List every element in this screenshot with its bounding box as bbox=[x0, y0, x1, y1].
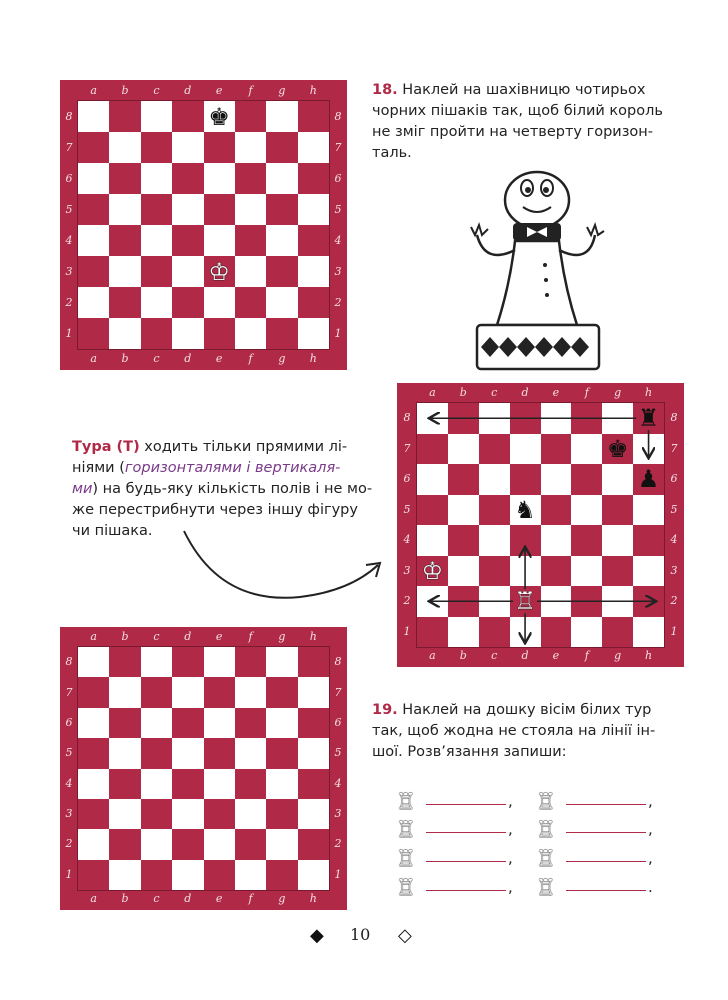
square-b3 bbox=[109, 256, 140, 287]
square-e8 bbox=[204, 647, 235, 677]
square-e4 bbox=[204, 769, 235, 799]
square-a6 bbox=[78, 163, 109, 194]
square-e1 bbox=[204, 860, 235, 890]
rank-label: 8 bbox=[65, 109, 73, 123]
square-d3 bbox=[172, 256, 203, 287]
square-d4 bbox=[172, 769, 203, 799]
rook-info-line: чи пішака. bbox=[72, 523, 153, 539]
rank-label: 6 bbox=[334, 715, 342, 729]
task-19-text bbox=[372, 700, 702, 763]
white-king-icon: ♔ bbox=[208, 257, 230, 286]
square-b6 bbox=[109, 163, 140, 194]
rank-label: 4 bbox=[334, 233, 342, 247]
square-b2 bbox=[109, 287, 140, 318]
answer-blank-line[interactable] bbox=[566, 861, 646, 862]
rank-label: 6 bbox=[403, 472, 411, 486]
rook-move-arrows bbox=[417, 403, 664, 647]
file-label: f bbox=[248, 351, 253, 365]
rook-info-line: ходить тільки прямими лі- bbox=[139, 439, 348, 455]
rank-label: 8 bbox=[670, 411, 678, 425]
square-b2 bbox=[109, 829, 140, 859]
rank-label: 3 bbox=[670, 563, 678, 577]
square-e2 bbox=[204, 287, 235, 318]
file-label: c bbox=[491, 386, 498, 399]
file-label: a bbox=[90, 83, 97, 97]
square-g2 bbox=[266, 829, 297, 859]
square-h7 bbox=[298, 677, 329, 707]
file-label: f bbox=[584, 649, 589, 662]
task-18-line: Наклей на шахівницю чотирьох bbox=[402, 82, 646, 98]
square-c5 bbox=[141, 194, 172, 225]
rank-label: 1 bbox=[334, 326, 342, 340]
square-e1 bbox=[204, 318, 235, 349]
file-label: h bbox=[645, 649, 653, 662]
chessboard-2 bbox=[397, 383, 684, 667]
file-label: e bbox=[215, 892, 223, 905]
file-label: d bbox=[184, 630, 192, 643]
file-label: b bbox=[121, 892, 129, 905]
square-a5 bbox=[78, 738, 109, 768]
file-label: f bbox=[584, 386, 589, 399]
square-e6 bbox=[204, 708, 235, 738]
square-b6 bbox=[109, 708, 140, 738]
square-c2 bbox=[141, 829, 172, 859]
rank-label: 4 bbox=[334, 776, 342, 790]
square-a8 bbox=[78, 647, 109, 677]
file-label: e bbox=[215, 630, 223, 643]
file-label: c bbox=[153, 892, 160, 905]
square-b4 bbox=[109, 769, 140, 799]
square-h2 bbox=[298, 829, 329, 859]
white-rook-icon: ♖ bbox=[396, 847, 416, 872]
square-c7 bbox=[141, 677, 172, 707]
task-18-line: таль. bbox=[372, 145, 412, 161]
square-b7 bbox=[109, 677, 140, 707]
square-c3 bbox=[141, 799, 172, 829]
square-f7 bbox=[235, 677, 266, 707]
square-a6 bbox=[78, 708, 109, 738]
square-f5 bbox=[235, 738, 266, 768]
file-label: b bbox=[121, 630, 129, 643]
answer-item bbox=[536, 847, 666, 875]
square-f8 bbox=[235, 647, 266, 677]
rank-label: 8 bbox=[334, 655, 342, 669]
square-h3 bbox=[298, 799, 329, 829]
task-19-number: 19. bbox=[372, 702, 398, 718]
file-label: h bbox=[309, 83, 317, 97]
square-e3 bbox=[204, 799, 235, 829]
rank-label: 6 bbox=[65, 171, 73, 185]
task-18-number: 18. bbox=[372, 82, 398, 98]
file-label: d bbox=[521, 386, 529, 399]
task-19-line: шої. Розв’язання запиши: bbox=[372, 744, 567, 760]
answer-comma: , bbox=[508, 878, 513, 896]
file-label: g bbox=[614, 386, 622, 399]
file-label: h bbox=[309, 630, 317, 643]
rank-label: 4 bbox=[403, 533, 411, 547]
rank-label: 5 bbox=[334, 202, 342, 216]
rank-label: 6 bbox=[670, 472, 678, 486]
square-g1 bbox=[266, 318, 297, 349]
square-a4 bbox=[78, 769, 109, 799]
square-h6 bbox=[298, 163, 329, 194]
file-label: h bbox=[309, 892, 317, 905]
rank-label: 2 bbox=[334, 295, 342, 309]
black-knight-icon: ♞ bbox=[514, 495, 536, 524]
black-king-icon: ♚ bbox=[606, 434, 629, 463]
white-rook-icon: ♖ bbox=[536, 847, 556, 872]
rank-label: 5 bbox=[334, 746, 342, 760]
rook-info-line: ніями ( bbox=[72, 460, 125, 476]
rank-label: 6 bbox=[334, 171, 342, 185]
rank-label: 1 bbox=[334, 867, 342, 881]
rank-label: 3 bbox=[334, 807, 342, 821]
square-d7 bbox=[172, 132, 203, 163]
answer-item bbox=[536, 790, 666, 818]
square-c1 bbox=[141, 318, 172, 349]
black-pawn-icon: ♟ bbox=[637, 465, 660, 494]
task-18-text bbox=[372, 80, 702, 164]
square-e7 bbox=[204, 132, 235, 163]
square-g6 bbox=[266, 163, 297, 194]
square-f6 bbox=[235, 708, 266, 738]
answer-item bbox=[396, 847, 526, 875]
square-d1 bbox=[172, 318, 203, 349]
square-h1 bbox=[298, 318, 329, 349]
square-d6 bbox=[172, 708, 203, 738]
rank-label: 7 bbox=[65, 685, 73, 699]
square-b3 bbox=[109, 799, 140, 829]
square-f7 bbox=[235, 132, 266, 163]
answer-item bbox=[396, 818, 526, 846]
square-h8 bbox=[298, 101, 329, 132]
file-label: g bbox=[614, 649, 622, 662]
square-e3 bbox=[204, 256, 235, 287]
file-label: f bbox=[248, 892, 253, 905]
rank-label: 5 bbox=[403, 502, 411, 516]
answer-blank-line[interactable] bbox=[426, 804, 506, 805]
square-a7 bbox=[78, 132, 109, 163]
curved-arrow-icon bbox=[180, 525, 390, 615]
rank-label: 7 bbox=[670, 441, 678, 455]
white-rook-icon: ♖ bbox=[396, 818, 416, 843]
rank-label: 2 bbox=[65, 837, 73, 851]
square-f4 bbox=[235, 769, 266, 799]
square-a5 bbox=[78, 194, 109, 225]
square-a1 bbox=[78, 860, 109, 890]
task-18-line: не зміг пройти на четверту горизон- bbox=[372, 124, 654, 140]
rank-label: 8 bbox=[403, 411, 411, 425]
square-c5 bbox=[141, 738, 172, 768]
white-rook-icon: ♖ bbox=[536, 790, 556, 815]
square-d3 bbox=[172, 799, 203, 829]
square-a3 bbox=[78, 256, 109, 287]
file-label: h bbox=[645, 386, 653, 399]
square-f3 bbox=[235, 799, 266, 829]
square-g3 bbox=[266, 256, 297, 287]
square-d1 bbox=[172, 860, 203, 890]
square-d5 bbox=[172, 194, 203, 225]
square-b5 bbox=[109, 738, 140, 768]
task-19-line: так, щоб жодна не стояла на лінії ін- bbox=[372, 723, 656, 739]
square-e8 bbox=[204, 101, 235, 132]
square-h6 bbox=[298, 708, 329, 738]
rank-label: 8 bbox=[65, 655, 73, 669]
board-grid bbox=[78, 647, 329, 890]
square-a2 bbox=[78, 287, 109, 318]
square-g5 bbox=[266, 738, 297, 768]
file-label: c bbox=[153, 83, 160, 97]
rank-label: 1 bbox=[65, 326, 73, 340]
square-a8 bbox=[78, 101, 109, 132]
square-f2 bbox=[235, 287, 266, 318]
square-d2 bbox=[172, 829, 203, 859]
answer-comma: , bbox=[508, 792, 513, 810]
file-label: a bbox=[429, 649, 436, 662]
square-c7 bbox=[141, 132, 172, 163]
file-label: b bbox=[459, 386, 467, 399]
answer-item bbox=[536, 876, 666, 904]
rank-label: 3 bbox=[65, 264, 73, 278]
answer-comma: , bbox=[648, 849, 653, 867]
square-a1 bbox=[78, 318, 109, 349]
square-f8 bbox=[235, 101, 266, 132]
rank-label: 5 bbox=[65, 746, 73, 760]
file-label: e bbox=[215, 351, 223, 365]
chessboard-1 bbox=[60, 80, 347, 370]
square-g4 bbox=[266, 769, 297, 799]
answer-blank-line[interactable] bbox=[566, 832, 646, 833]
rook-title: Тура (Т) bbox=[72, 439, 140, 455]
square-b8 bbox=[109, 101, 140, 132]
rank-label: 5 bbox=[65, 202, 73, 216]
rank-label: 4 bbox=[65, 776, 73, 790]
rank-label: 7 bbox=[403, 441, 411, 455]
task-18-line: чорних пішаків так, щоб білий король bbox=[372, 103, 663, 119]
rank-label: 8 bbox=[334, 109, 342, 123]
square-f3 bbox=[235, 256, 266, 287]
pawn-mascot-illustration bbox=[455, 165, 620, 375]
rank-label: 7 bbox=[334, 685, 342, 699]
rook-info-line: ) на будь-яку кількість полів і не мо- bbox=[92, 481, 373, 497]
square-c8 bbox=[141, 647, 172, 677]
white-rook-icon: ♖ bbox=[536, 818, 556, 843]
square-f5 bbox=[235, 194, 266, 225]
square-c4 bbox=[141, 225, 172, 256]
square-g4 bbox=[266, 225, 297, 256]
file-label: f bbox=[248, 630, 253, 643]
rank-label: 3 bbox=[334, 264, 342, 278]
rank-label: 2 bbox=[403, 594, 411, 608]
rank-label: 2 bbox=[670, 594, 678, 608]
square-f1 bbox=[235, 318, 266, 349]
square-h5 bbox=[298, 194, 329, 225]
rank-label: 1 bbox=[403, 624, 411, 638]
square-e5 bbox=[204, 194, 235, 225]
square-e7 bbox=[204, 677, 235, 707]
square-g7 bbox=[266, 677, 297, 707]
answer-blank-line[interactable] bbox=[426, 861, 506, 862]
square-b8 bbox=[109, 647, 140, 677]
square-f1 bbox=[235, 860, 266, 890]
square-a7 bbox=[78, 677, 109, 707]
file-label: a bbox=[429, 386, 436, 399]
answer-blank-line[interactable] bbox=[426, 832, 506, 833]
square-a2 bbox=[78, 829, 109, 859]
rook-info-emphasis: горизонталями і вертикаля- bbox=[124, 460, 341, 476]
answer-period: . bbox=[648, 878, 653, 896]
rank-label: 7 bbox=[334, 140, 342, 154]
white-rook-icon: ♖ bbox=[396, 790, 416, 815]
square-c6 bbox=[141, 708, 172, 738]
square-h1 bbox=[298, 860, 329, 890]
page-number: 10 bbox=[350, 925, 371, 944]
file-label: a bbox=[90, 630, 97, 643]
file-label: g bbox=[278, 83, 286, 97]
file-label: c bbox=[491, 649, 498, 662]
task-19-line: Наклей на дошку вісім білих тур bbox=[402, 702, 652, 718]
file-label: d bbox=[184, 351, 192, 365]
answer-comma: , bbox=[648, 820, 653, 838]
square-b7 bbox=[109, 132, 140, 163]
square-e6 bbox=[204, 163, 235, 194]
rank-label: 4 bbox=[670, 533, 678, 547]
file-label: b bbox=[121, 351, 129, 365]
file-label: c bbox=[153, 630, 160, 643]
answer-blank-line[interactable] bbox=[566, 804, 646, 805]
rank-label: 2 bbox=[334, 837, 342, 851]
square-h4 bbox=[298, 225, 329, 256]
square-h7 bbox=[298, 132, 329, 163]
answer-comma: , bbox=[508, 849, 513, 867]
square-c4 bbox=[141, 769, 172, 799]
square-d8 bbox=[172, 647, 203, 677]
square-f6 bbox=[235, 163, 266, 194]
footer-left-diamond-icon: ◆ bbox=[310, 925, 324, 946]
rank-label: 1 bbox=[670, 624, 678, 638]
square-h2 bbox=[298, 287, 329, 318]
footer-right-diamond-icon: ◇ bbox=[398, 925, 412, 946]
square-h8 bbox=[298, 647, 329, 677]
rank-label: 7 bbox=[65, 140, 73, 154]
square-g8 bbox=[266, 647, 297, 677]
square-a4 bbox=[78, 225, 109, 256]
square-h4 bbox=[298, 769, 329, 799]
rank-label: 2 bbox=[65, 295, 73, 309]
rank-label: 4 bbox=[65, 233, 73, 247]
answer-item bbox=[536, 818, 666, 846]
file-label: e bbox=[552, 649, 560, 662]
rank-label: 5 bbox=[670, 502, 678, 516]
file-label: c bbox=[153, 351, 160, 365]
answer-blank-line[interactable] bbox=[566, 890, 646, 891]
file-label: f bbox=[248, 83, 253, 97]
square-d8 bbox=[172, 101, 203, 132]
file-label: a bbox=[90, 351, 97, 365]
square-d6 bbox=[172, 163, 203, 194]
file-label: g bbox=[278, 892, 286, 905]
file-label: b bbox=[121, 83, 129, 97]
black-rook-icon: ♜ bbox=[637, 404, 660, 433]
square-b1 bbox=[109, 318, 140, 349]
square-e5 bbox=[204, 738, 235, 768]
square-e4 bbox=[204, 225, 235, 256]
square-b5 bbox=[109, 194, 140, 225]
square-g1 bbox=[266, 860, 297, 890]
square-d4 bbox=[172, 225, 203, 256]
chessboard-3 bbox=[60, 627, 347, 910]
square-g5 bbox=[266, 194, 297, 225]
file-label: d bbox=[521, 649, 529, 662]
square-c6 bbox=[141, 163, 172, 194]
square-d5 bbox=[172, 738, 203, 768]
square-d7 bbox=[172, 677, 203, 707]
square-h5 bbox=[298, 738, 329, 768]
square-f2 bbox=[235, 829, 266, 859]
square-d2 bbox=[172, 287, 203, 318]
file-label: h bbox=[309, 351, 317, 365]
square-c1 bbox=[141, 860, 172, 890]
file-label: e bbox=[552, 386, 560, 399]
answer-item bbox=[396, 876, 526, 904]
square-g2 bbox=[266, 287, 297, 318]
rook-info-line: же перестрибнути через іншу фігуру bbox=[72, 502, 358, 518]
square-b4 bbox=[109, 225, 140, 256]
file-label: g bbox=[278, 351, 286, 365]
square-g3 bbox=[266, 799, 297, 829]
square-b1 bbox=[109, 860, 140, 890]
black-king-icon: ♚ bbox=[208, 102, 230, 131]
file-label: e bbox=[215, 83, 223, 97]
file-label: b bbox=[459, 649, 467, 662]
white-rook-icon: ♖ bbox=[396, 876, 416, 901]
square-e2 bbox=[204, 829, 235, 859]
file-label: d bbox=[184, 83, 192, 97]
square-h3 bbox=[298, 256, 329, 287]
file-label: d bbox=[184, 892, 192, 905]
rank-label: 3 bbox=[403, 563, 411, 577]
answer-blank-line[interactable] bbox=[426, 890, 506, 891]
board-grid bbox=[78, 101, 329, 349]
square-g6 bbox=[266, 708, 297, 738]
square-f4 bbox=[235, 225, 266, 256]
answer-comma: , bbox=[648, 792, 653, 810]
square-c8 bbox=[141, 101, 172, 132]
square-g7 bbox=[266, 132, 297, 163]
page-footer bbox=[310, 925, 420, 949]
answer-item bbox=[396, 790, 526, 818]
square-c2 bbox=[141, 287, 172, 318]
rank-label: 1 bbox=[65, 867, 73, 881]
white-king-icon: ♔ bbox=[421, 556, 444, 585]
file-label: a bbox=[90, 892, 97, 905]
square-c3 bbox=[141, 256, 172, 287]
rank-label: 6 bbox=[65, 715, 73, 729]
answer-comma: , bbox=[508, 820, 513, 838]
white-rook-icon: ♖ bbox=[536, 876, 556, 901]
file-label: g bbox=[278, 630, 286, 643]
rank-label: 3 bbox=[65, 807, 73, 821]
square-a3 bbox=[78, 799, 109, 829]
square-g8 bbox=[266, 101, 297, 132]
white-rook-icon: ♖ bbox=[514, 587, 536, 616]
rook-info-emphasis: ми bbox=[72, 481, 93, 497]
